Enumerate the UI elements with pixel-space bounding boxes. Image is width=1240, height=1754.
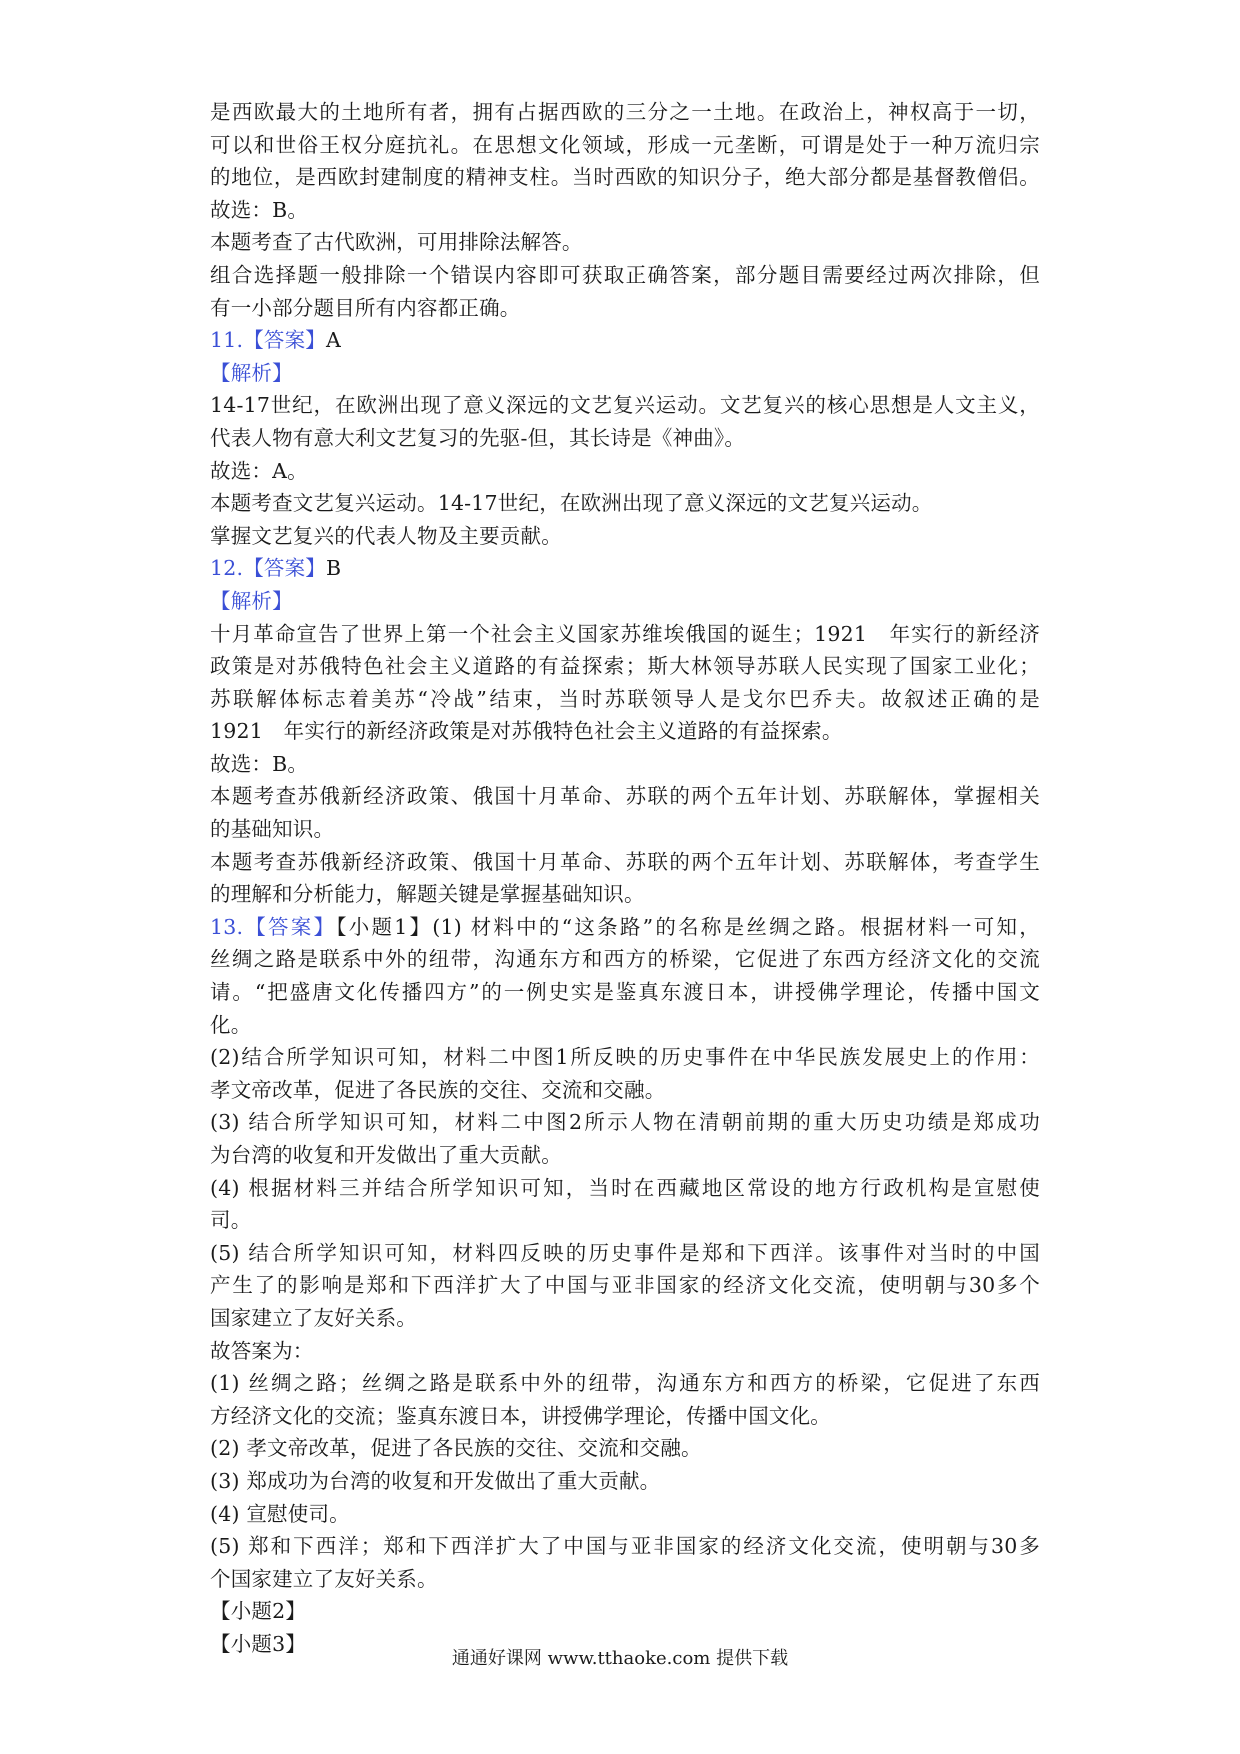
text-line: 方经济文化的交流；鉴真东渡日本，讲授佛学理论，传播中国文化。 <box>210 1403 831 1428</box>
text-line: 有一小部分题目所有内容都正确。 <box>210 295 521 320</box>
text-line: (3) 郑成功为台湾的收复和开发做出了重大贡献。 <box>210 1468 661 1493</box>
text-line: 政策是对苏俄特色社会主义道路的有益探索；斯大林领导苏联人民实现了国家工业化； <box>210 654 1040 679</box>
text-line: 个国家建立了友好关系。 <box>210 1566 438 1591</box>
text-line: 请。“把盛唐文化传播四方”的一例史实是鉴真东渡日本，讲授佛学理论，传播中国文 <box>210 980 1040 1005</box>
text-line: 的理解和分析能力，解题关键是掌握基础知识。 <box>210 882 645 907</box>
question-number: 12. <box>210 556 244 581</box>
text-line: (5) 结合所学知识可知，材料四反映的历史事件是郑和下西洋。该事件对当时的中国 <box>210 1240 1040 1265</box>
text-line: 为台湾的收复和开发做出了重大贡献。 <box>210 1143 562 1167</box>
document-body <box>210 96 1040 1661</box>
answer-heading-12 <box>210 552 1040 585</box>
text-line: 可以和世俗王权分庭抗礼。在思想文化领域，形成一元垄断，可谓是处于一种万流归宗 <box>210 132 1040 157</box>
text-line: (2) 孝文帝改革，促进了各民族的交往、交流和交融。 <box>210 1436 702 1461</box>
question-number: 13. <box>210 914 244 939</box>
text-line: 故答案为： <box>210 1338 314 1363</box>
text-line: 化。 <box>210 1012 252 1037</box>
answer-value: B <box>326 556 342 581</box>
answer-label: 【答案】 <box>243 556 327 581</box>
text-line: 【小题2】 <box>210 1599 307 1624</box>
text-line: 苏联解体标志着美苏“冷战”结束，当时苏联领导人是戈尔巴乔夫。故叙述正确的是 <box>210 686 1040 711</box>
text-line: 的基础知识。 <box>210 817 335 842</box>
text-line: (4) 根据材料三并结合所学知识可知，当时在西藏地区常设的地方行政机构是宣慰使 <box>210 1175 1040 1200</box>
text-line: 本题考查文艺复兴运动。14-17世纪，在欧洲出现了意义深远的文艺复兴运动。 <box>210 491 933 516</box>
text-line: 故选：B。 <box>210 197 309 222</box>
text-line: 掌握文艺复兴的代表人物及主要贡献。 <box>210 523 562 548</box>
analysis-label: 【解析】 <box>210 588 293 613</box>
text-line: 孝文帝改革，促进了各民族的交往、交流和交融。 <box>210 1077 666 1102</box>
text-line: 本题考查苏俄新经济政策、俄国十月革命、苏联的两个五年计划、苏联解体，考查学生 <box>210 849 1040 874</box>
text-line: 本题考查了古代欧洲，可用排除法解答。 <box>210 230 583 255</box>
analysis-label: 【解析】 <box>210 360 293 385</box>
text-line: 国家建立了友好关系。 <box>210 1305 417 1330</box>
text-line: 司。 <box>210 1208 252 1233</box>
text-line: (5) 郑和下西洋；郑和下西洋扩大了中国与亚非国家的经济文化交流，使明朝与30多 <box>210 1534 1040 1559</box>
text-line: (4) 宣慰使司。 <box>210 1501 350 1526</box>
text-line: (3) 结合所学知识可知，材料二中图2所示人物在清朝前期的重大历史功绩是郑成功 <box>210 1110 1040 1135</box>
text-line: 的地位，是西欧封建制度的精神支柱。当时西欧的知识分子，绝大部分都是基督教僧侣。 <box>210 165 1040 190</box>
page-footer: 通通好课网 www.tthaoke.com 提供下载 <box>451 1648 789 1669</box>
text-line: 是西欧最大的土地所有者，拥有占据西欧的三分之一土地。在政治上，神权高于一切， <box>210 100 1040 124</box>
answer-heading-11 <box>210 324 1040 357</box>
answer-label: 【答案】 <box>243 328 327 353</box>
text-line: 故选：A。 <box>210 458 308 483</box>
text-line: 14-17世纪，在欧洲出现了意义深远的文艺复兴运动。文艺复兴的核心思想是人文主义， <box>210 393 1040 418</box>
text-line: 1921 年实行的新经济政策是对苏俄特色社会主义道路的有益探索。 <box>210 719 843 744</box>
text-line: 【小题3】 <box>210 1631 307 1656</box>
text-line: 故选：B。 <box>210 751 309 776</box>
text-line: 代表人物有意大利文艺复习的先驱-但，其长诗是《神曲》。 <box>210 425 746 450</box>
answer-label: 【答案】 <box>243 914 337 939</box>
answer-value: A <box>326 328 342 353</box>
text-line: (1) 丝绸之路；丝绸之路是联系中外的纽带，沟通东方和西方的桥梁，它促进了东西 <box>210 1371 1040 1396</box>
text-line: (2)结合所学知识可知，材料二中图1所反映的历史事件在中华民族发展史上的作用： <box>210 1045 1040 1070</box>
text-line: 十月革命宣告了世界上第一个社会主义国家苏维埃俄国的诞生；1921 年实行的新经济 <box>210 621 1040 646</box>
text-line: 丝绸之路是联系中外的纽带，沟通东方和西方的桥梁，它促进了东西方经济文化的交流 <box>210 947 1040 972</box>
answer-heading-13 <box>210 911 1040 944</box>
text-line: 本题考查苏俄新经济政策、俄国十月革命、苏联的两个五年计划、苏联解体，掌握相关 <box>210 784 1040 809</box>
question-number: 11. <box>210 328 244 353</box>
text-line: 产生了的影响是郑和下西洋扩大了中国与亚非国家的经济文化交流，使明朝与30多个 <box>210 1273 1040 1298</box>
text-line: 组合选择题一般排除一个错误内容即可获取正确答案，部分题目需要经过两次排除，但 <box>210 262 1040 287</box>
answer-text: 【小题1】(1) 材料中的“这条路”的名称是丝绸之路。根据材料一可知， <box>336 914 1040 939</box>
